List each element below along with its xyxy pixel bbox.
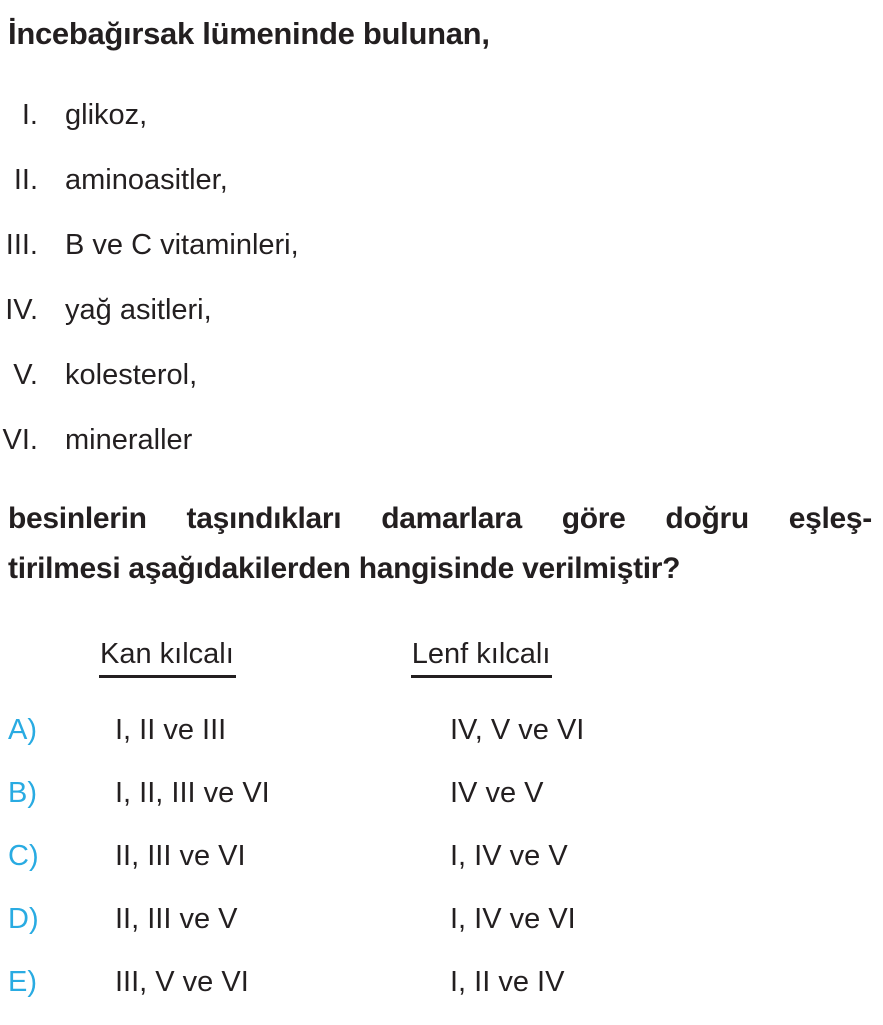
answer-option-b[interactable] — [0, 777, 883, 810]
column-header-lenf-kilcali: Lenf kılcalı — [411, 638, 553, 678]
option-letter[interactable]: A) — [8, 714, 37, 746]
option-lenf-value: I, IV ve V — [450, 840, 568, 872]
question-stem-line: besinlerin taşındıkları damarlara göre doğru eşleş- — [8, 502, 872, 535]
list-item-numeral: III. — [5, 229, 38, 261]
list-item — [0, 164, 883, 197]
list-item — [0, 424, 883, 457]
list-item-numeral: IV. — [5, 294, 38, 326]
column-header-kan-kilcali: Kan kılcalı — [99, 638, 236, 678]
list-item-numeral: II. — [13, 164, 38, 196]
answer-option-d[interactable] — [0, 903, 883, 936]
answer-option-e[interactable] — [0, 966, 883, 999]
option-kan-value: I, II ve III — [115, 714, 227, 746]
exam-question-page — [0, 16, 883, 1025]
question-intro: İncebağırsak lümeninde bulunan, — [8, 16, 490, 51]
list-item-text: kolesterol, — [65, 359, 198, 391]
list-item-text: yağ asitleri, — [65, 294, 212, 326]
option-lenf-value: IV ve V — [450, 777, 544, 809]
option-kan-value: III, V ve VI — [115, 966, 249, 998]
option-kan-value: II, III ve VI — [115, 840, 246, 872]
option-letter[interactable]: D) — [8, 903, 39, 935]
list-item-text: mineraller — [65, 424, 193, 456]
option-letter[interactable]: E) — [8, 966, 37, 998]
list-item — [0, 294, 883, 327]
question-stem-line: tirilmesi aşağıdakilerden hangisinde verilmiştir? — [8, 552, 681, 585]
answer-option-a[interactable] — [0, 714, 883, 747]
list-item-text: aminoasitler, — [65, 164, 228, 196]
list-item-numeral: V. — [13, 359, 38, 391]
option-lenf-value: I, II ve IV — [450, 966, 565, 998]
option-lenf-value: I, IV ve VI — [450, 903, 576, 935]
answer-option-c[interactable] — [0, 840, 883, 873]
list-item — [0, 359, 883, 392]
answer-table-header — [0, 638, 883, 678]
answer-options — [0, 714, 883, 999]
question-stem — [8, 494, 872, 594]
option-kan-value: II, III ve V — [115, 903, 238, 935]
list-item — [0, 99, 883, 132]
list-item-numeral: VI. — [2, 424, 38, 456]
list-item — [0, 229, 883, 262]
list-item-numeral: I. — [21, 99, 38, 131]
list-item-text: B ve C vitaminleri, — [65, 229, 299, 261]
roman-numeral-list — [0, 99, 883, 457]
list-item-text: glikoz, — [65, 99, 148, 131]
option-kan-value: I, II, III ve VI — [115, 777, 270, 809]
option-letter[interactable]: C) — [8, 840, 39, 872]
option-lenf-value: IV, V ve VI — [450, 714, 585, 746]
option-letter[interactable]: B) — [8, 777, 37, 809]
